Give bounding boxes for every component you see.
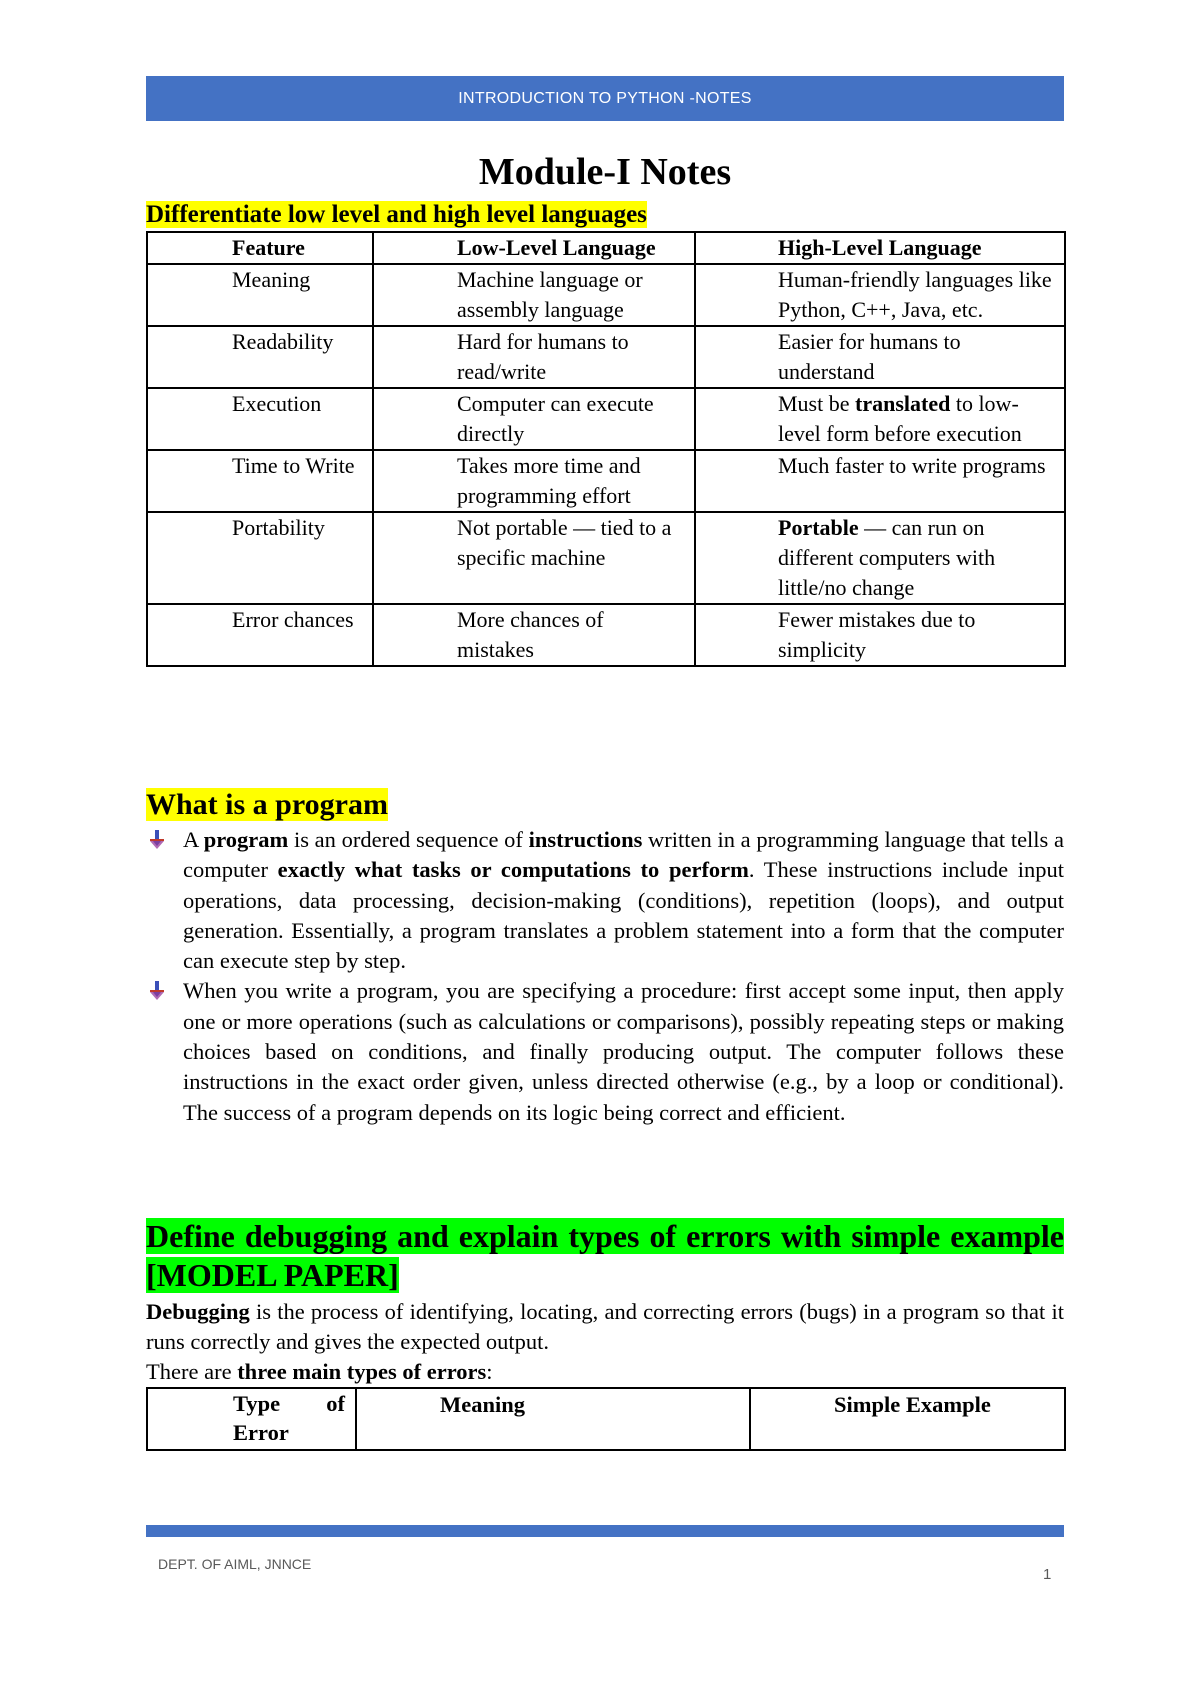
list-item (146, 825, 1064, 976)
cell-feature: Time to Write (147, 450, 373, 512)
table-row (147, 450, 1065, 512)
page-title: Module-I Notes (478, 151, 732, 193)
footer-dept: DEPT. OF AIML, JNNCE (158, 1556, 312, 1572)
header-title: INTRODUCTION TO PYTHON -NOTES (458, 89, 752, 107)
footer-bar (146, 1525, 1064, 1537)
debugging-definition (146, 1297, 1064, 1357)
cell-low: Hard for humans to read/write (373, 326, 695, 388)
header-cell-feature: Feature (147, 232, 373, 264)
cell-feature: Meaning (147, 264, 373, 326)
page-header-bar (146, 76, 1064, 121)
text: written in a programming language that tells a computer (183, 827, 1064, 883)
header-cell-simple-example: Simple Example (750, 1388, 1065, 1450)
cell-low: Takes more time and programming effort (373, 450, 695, 512)
table-row (147, 604, 1065, 666)
cell-high (695, 512, 1065, 604)
bold-text: exactly what tasks or computations to perform (277, 857, 749, 883)
cell-feature: Readability (147, 326, 373, 388)
bold-text: instructions (528, 827, 643, 852)
header-cell-type-of-error: Type of Error (147, 1388, 356, 1450)
header-cell-high-level: High-Level Language (695, 232, 1065, 264)
cell-feature: Portability (147, 512, 373, 604)
language-comparison-table (146, 231, 1066, 667)
cell-feature: Error chances (147, 604, 373, 666)
heading-highlight: Define debugging and explain types of errors with simple example [MODEL PAPER] (146, 1218, 1064, 1293)
table-row (147, 512, 1065, 604)
table-row (147, 264, 1065, 326)
table-row (147, 388, 1065, 450)
text: is the process of identifying, locating, and correcting errors (bugs) in a program so that it runs correctly and gives the expected output. (146, 1299, 1064, 1354)
text: : (486, 1359, 493, 1384)
cell-high: Easier for humans to understand (695, 326, 1065, 388)
arrow-down-bullet-icon (149, 830, 165, 850)
header-cell-low-level: Low-Level Language (373, 232, 695, 264)
header-cell-meaning: Meaning (356, 1388, 750, 1450)
section-heading-debugging (146, 1217, 1064, 1295)
program-bullet-list (146, 825, 1064, 1128)
text: There are (146, 1359, 238, 1384)
cell-high (695, 388, 1065, 450)
table-header-row (147, 232, 1065, 264)
cell-low: Computer can execute directly (373, 388, 695, 450)
page-number: 1 (1043, 1566, 1052, 1583)
cell-low: Not portable — tied to a specific machine (373, 512, 695, 604)
section-heading-low-vs-high (146, 200, 647, 230)
cell-bold-text: Portable (778, 515, 859, 540)
heading-highlight: Differentiate low level and high level languages (146, 201, 647, 228)
arrow-down-bullet-icon (149, 981, 165, 1001)
cell-bold-text: translated (855, 391, 951, 416)
text: is an ordered sequence of (288, 827, 529, 852)
list-item (146, 976, 1064, 1127)
cell-low: Machine language or assembly language (373, 264, 695, 326)
cell-text: to low-level form before execution (778, 391, 1022, 446)
bold-text: program (203, 827, 289, 852)
text: A (183, 827, 204, 852)
cell-feature: Execution (147, 388, 373, 450)
text: . These instructions include input operations, data processing, decision-making (conditions), repetition (loops), and output generation. Essentially, a program translates a problem statement into a form that the computer can execute step by step. (183, 857, 1064, 974)
cell-text: Must be (778, 391, 855, 416)
table-row (147, 326, 1065, 388)
cell-high: Human-friendly languages like Python, C++, Java, etc. (695, 264, 1065, 326)
bold-text: Debugging (146, 1299, 250, 1324)
cell-text: — can run on different computers with little/no change (778, 515, 996, 600)
error-types-table (146, 1387, 1066, 1451)
bold-text: three main types of errors (237, 1359, 487, 1384)
cell-low: More chances of mistakes (373, 604, 695, 666)
section-heading-what-is-program (146, 787, 388, 823)
table-header-row (147, 1388, 1065, 1450)
text: When you write a program, you are specifying a procedure: first accept some input, then apply one or more operations (such as calculations or comparisons), possibly repeating steps or making choices based on conditions, and finally producing output. The computer follows these instructions in the exact order given, unless directed otherwise (e.g., by a loop or conditional). The success of a program depends on its logic being correct and efficient. (183, 978, 1064, 1125)
cell-high: Much faster to write programs (695, 450, 1065, 512)
cell-high: Fewer mistakes due to simplicity (695, 604, 1065, 666)
errors-intro (146, 1357, 493, 1387)
heading-highlight: What is a program (146, 788, 388, 821)
